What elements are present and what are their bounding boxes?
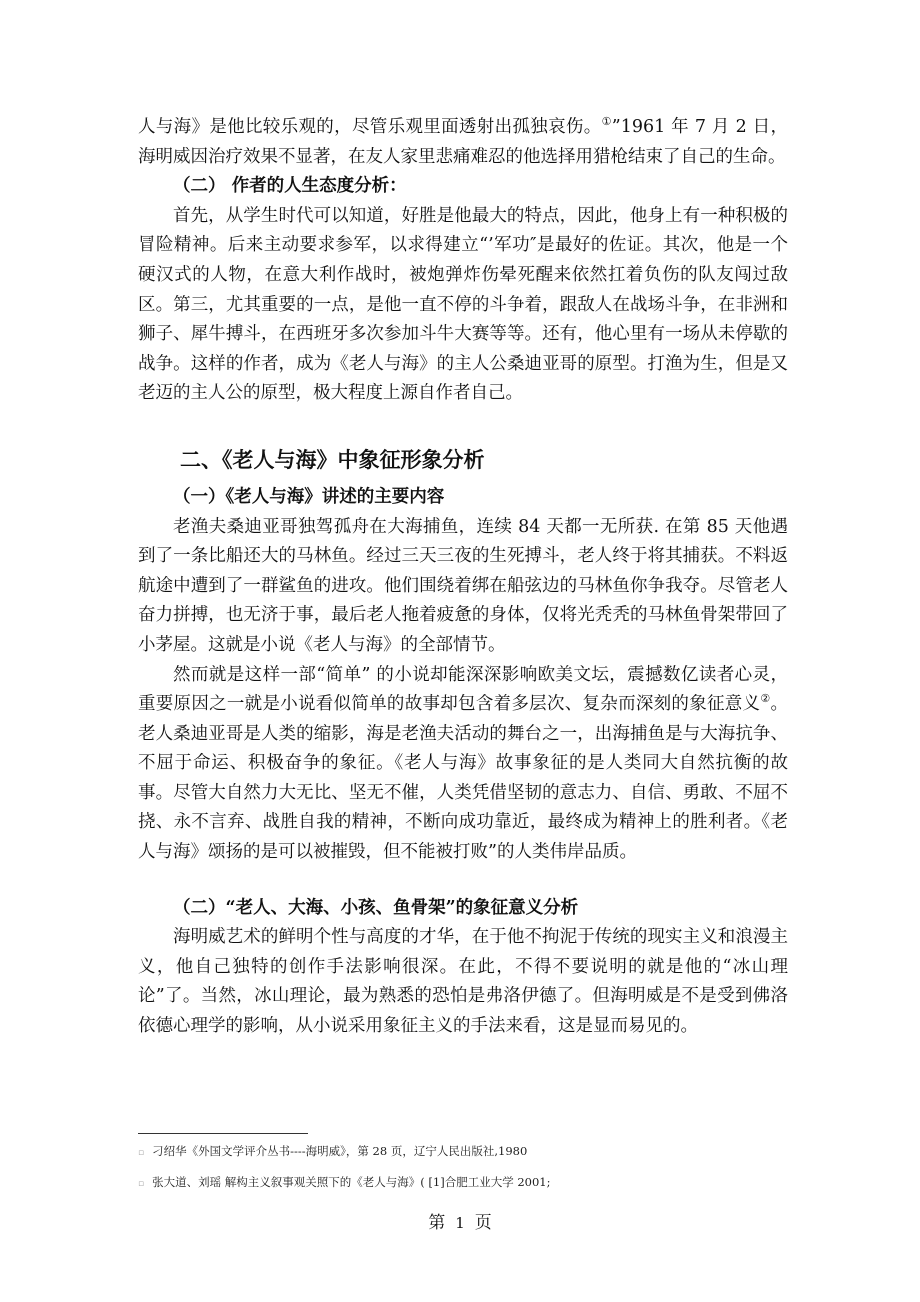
body-text bbox=[138, 113, 788, 1042]
paragraph-text-cont: ”1961 年 7 月 2 日，海明威因治疗效果不显著，在友人家里悲痛难忍的他选择用猎枪结束了自己的生命。 bbox=[138, 117, 788, 167]
spacer bbox=[138, 868, 788, 894]
footnote-marker-icon: ▫ bbox=[138, 1148, 145, 1158]
section-heading-attitude: （二） 作者的人生态度分析： bbox=[173, 176, 407, 197]
page-number-prefix: 第 bbox=[428, 1213, 446, 1233]
footnote-marker-icon: ▫ bbox=[138, 1179, 145, 1189]
paragraph-plot: 老渔夫桑迪亚哥独驾孤舟在大海捕鱼，连续 84 天都一无所获. 在第 85 天他遇到了一条比船还大的马林鱼。经过三天三夜的生死搏斗，老人终于将其捕获。不料返航途中遭到了一群鲨鱼的进攻。他们围绕着绑在船弦边的马林鱼你争我夺。尽管老人奋力拼搏，也无济于事，最后老人拖着疲惫的身体，仅将光秃秃的马林鱼骨架带回了小茅屋。这就是小说《老人与海》的全部情节。 bbox=[138, 516, 788, 655]
footnote-text: 刁绍华《外国文学评介丛书----海明威》，第 28 页，辽宁人民出版社,1980 bbox=[152, 1144, 528, 1158]
paragraph-text-cont: 。老人桑迪亚哥是人类的缩影，海是老渔夫活动的舞台之一，出海捕鱼是与大海抗争、不屈于命运、积极奋争的象征。《老人与海》故事象征的是人类同大自然抗衡的故事。尽管大自然力大无比、坚无不催，人类凭借坚韧的意志力、自信、勇敢、不屈不挠、永不言弃、战胜自我的精神，不断向成功靠近，最终成为精神上的胜利者。《老人与海》颂扬的是可以被摧毁，但不能被打败”的人类伟岸品质。 bbox=[138, 694, 788, 863]
footnote-2 bbox=[138, 1175, 788, 1192]
footnote-ref-2[interactable]: ② bbox=[760, 692, 771, 706]
paragraph-symbolism bbox=[138, 661, 788, 868]
paragraph-attitude: 首先，从学生时代可以知道，好胜是他最大的特点，因此，他身上有一种积极的冒险精神。后来主动要求参军，以求得建立“’军功″是最好的佐证。其次，他是一个硬汉式的人物，在意大利作战时，被炮弹炸伤晕死醒来依然扛着负伤的队友闯过敌区。第三，尤其重要的一点，是他一直不停的斗争着，跟敌人在战场斗争，在非洲和狮子、犀牛搏斗，在西班牙多次参加斗牛大赛等等。还有，他心里有一场从未停歇的战争。这样的作者，成为《老人与海》的主人公桑迪亚哥的原型。打渔为生，但是又老迈的主人公的原型，极大程度上源自作者自己。 bbox=[138, 205, 788, 404]
page-number-suffix: 页 bbox=[474, 1213, 492, 1233]
paragraph-text: 然而就是这样一部“简单” 的小说却能深深影响欧美文坛，震撼数亿读者心灵，重要原因之一就是小说看似简单的故事却包含着多层次、复杂而深刻的象征意义 bbox=[138, 664, 788, 715]
footnote-area bbox=[138, 1133, 788, 1206]
page-number-value: 1 bbox=[455, 1214, 465, 1232]
page-number bbox=[0, 1208, 920, 1233]
section-heading-content: （一）《老人与海》讲述的主要内容 bbox=[173, 486, 445, 507]
footnote-text: 张大道、刘瑶 解构主义叙事观关照下的《老人与海》( [1]合肥工业大学 2001; bbox=[152, 1175, 551, 1189]
paragraph-text: 人与海》是他比较乐观的，尽管乐观里面透射出孤独哀伤。 bbox=[138, 117, 602, 137]
chapter-heading: 二、《老人与海》中象征形象分析 bbox=[180, 446, 485, 472]
section-heading-symbols: （二）“老人、大海、小孩、鱼骨架”的象征意义分析 bbox=[173, 897, 579, 918]
footnote-divider bbox=[138, 1133, 308, 1134]
footnote-ref-1[interactable]: ① bbox=[601, 115, 612, 129]
footnote-1 bbox=[138, 1144, 788, 1161]
paragraph-intro bbox=[138, 113, 788, 172]
paragraph-iceberg: 海明威艺术的鲜明个性与高度的才华，在于他不拘泥于传统的现实主义和浪漫主义，他自己独特的创作手法影响很深。在此，不得不要说明的就是他的“冰山理论”了。当然，冰山理论，最为熟悉的恐怕是弗洛伊德了。但海明威是不是受到佛洛依德心理学的影响，从小说采用象征主义的手法来看，这是显而易见的。 bbox=[138, 927, 788, 1037]
